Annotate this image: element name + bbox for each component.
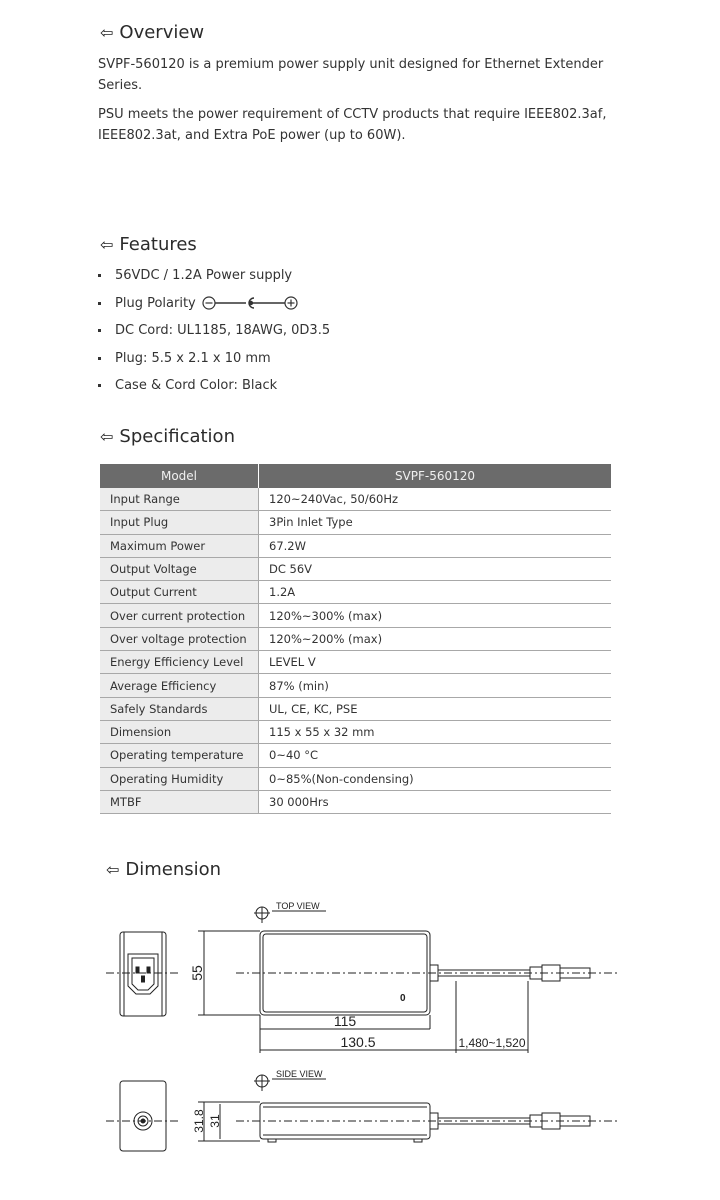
side-view-label: SIDE VIEW [276,1069,323,1079]
side-view-body [236,1103,620,1142]
bullet-icon [98,302,101,305]
spec-label-cell: Input Plug [100,511,259,534]
dim-cord-length-label: 1,480~1,520 [458,1036,526,1050]
spec-value-cell: UL, CE, KC, PSE [259,697,612,720]
bullet-icon [98,329,101,332]
spec-value-cell: 120~240Vac, 50/60Hz [259,488,612,511]
overview-paragraph-1: SVPF-560120 is a premium power supply unit designed for Ethernet Extender Series. [98,57,604,93]
left-arrow-icon: ⇦ [100,427,114,446]
left-arrow-icon: ⇦ [106,860,120,879]
table-row [100,557,611,580]
spec-value-cell: 30 000Hrs [259,790,612,813]
features-heading [100,234,197,255]
spec-label-cell: Over current protection [100,604,259,627]
top-view-body [236,931,620,1015]
table-row [100,720,611,743]
spec-value-cell: 0~40 °C [259,744,612,767]
bullet-icon [98,384,101,387]
overview-heading [100,22,204,43]
spec-value-cell: 87% (min) [259,674,612,697]
dim-130-5-label: 130.5 [340,1034,376,1050]
bullet-icon [98,357,101,360]
specification-title: Specification [119,426,235,447]
column-header-model: Model [100,464,259,488]
table-row [100,697,611,720]
list-item: Case & Cord Color: Black [98,372,330,400]
plug-polarity-icon [202,295,298,311]
table-row [100,488,611,511]
inlet-end-view [106,932,180,1016]
spec-label-cell: Safely Standards [100,697,259,720]
overview-paragraph-2: PSU meets the power requirement of CCTV products that require IEEE802.3af, IEEE802.3at, and Extra PoE power (up to 60W). [98,107,607,143]
spec-label-cell: Input Range [100,488,259,511]
spec-label-cell: MTBF [100,790,259,813]
spec-label-cell: Operating temperature [100,744,259,767]
spec-label-cell: Energy Efficiency Level [100,651,259,674]
spec-value-cell: 67.2W [259,534,612,557]
dimension-title: Dimension [125,859,222,880]
dc-end-view [106,1081,180,1151]
dim-55-label: 55 [189,965,205,981]
spec-value-cell: DC 56V [259,557,612,580]
dim-115-label: 115 [333,1013,357,1029]
overview-title: Overview [119,22,205,43]
top-view-label: TOP VIEW [276,901,320,911]
spec-label-cell: Maximum Power [100,534,259,557]
table-row [100,651,611,674]
table-row [100,627,611,650]
list-item: Plug: 5.5 x 2.1 x 10 mm [98,345,330,373]
spec-value-cell: 120%~300% (max) [259,604,612,627]
column-header-value: SVPF-560120 [259,464,612,488]
table-row [100,511,611,534]
spec-value-cell: 120%~200% (max) [259,627,612,650]
dim-31-8-label: 31.8 [192,1109,206,1133]
spec-label-cell: Dimension [100,720,259,743]
list-item: 56VDC / 1.2A Power supply [98,262,330,290]
table-header-row [100,464,611,488]
spec-label-cell: Output Current [100,581,259,604]
spec-value-cell: 1.2A [259,581,612,604]
dim-31-label: 31 [208,1114,222,1128]
features-list [98,262,330,400]
specification-table [100,464,611,814]
spec-value-cell: 3Pin Inlet Type [259,511,612,534]
spec-label-cell: Operating Humidity [100,767,259,790]
specification-heading [100,426,235,447]
spec-value-cell: 0~85%(Non-condensing) [259,767,612,790]
table-row [100,581,611,604]
table-row [100,674,611,697]
spec-label-cell: Over voltage protection [100,627,259,650]
list-item: DC Cord: UL1185, 18AWG, 0D3.5 [98,317,330,345]
left-arrow-icon: ⇦ [100,235,114,254]
spec-label-cell: Average Efficiency [100,674,259,697]
spec-label-cell: Output Voltage [100,557,259,580]
table-row [100,767,611,790]
table-row [100,604,611,627]
body-mark-label: 0 [400,993,406,1004]
features-title: Features [119,234,197,255]
spec-value-cell: LEVEL V [259,651,612,674]
dimension-drawing [100,895,620,1195]
left-arrow-icon: ⇦ [100,23,114,42]
table-row [100,790,611,813]
table-row [100,534,611,557]
list-item: Plug Polarity [98,290,330,318]
table-row [100,744,611,767]
bullet-icon [98,274,101,277]
dimension-heading [106,859,221,880]
spec-value-cell: 115 x 55 x 32 mm [259,720,612,743]
